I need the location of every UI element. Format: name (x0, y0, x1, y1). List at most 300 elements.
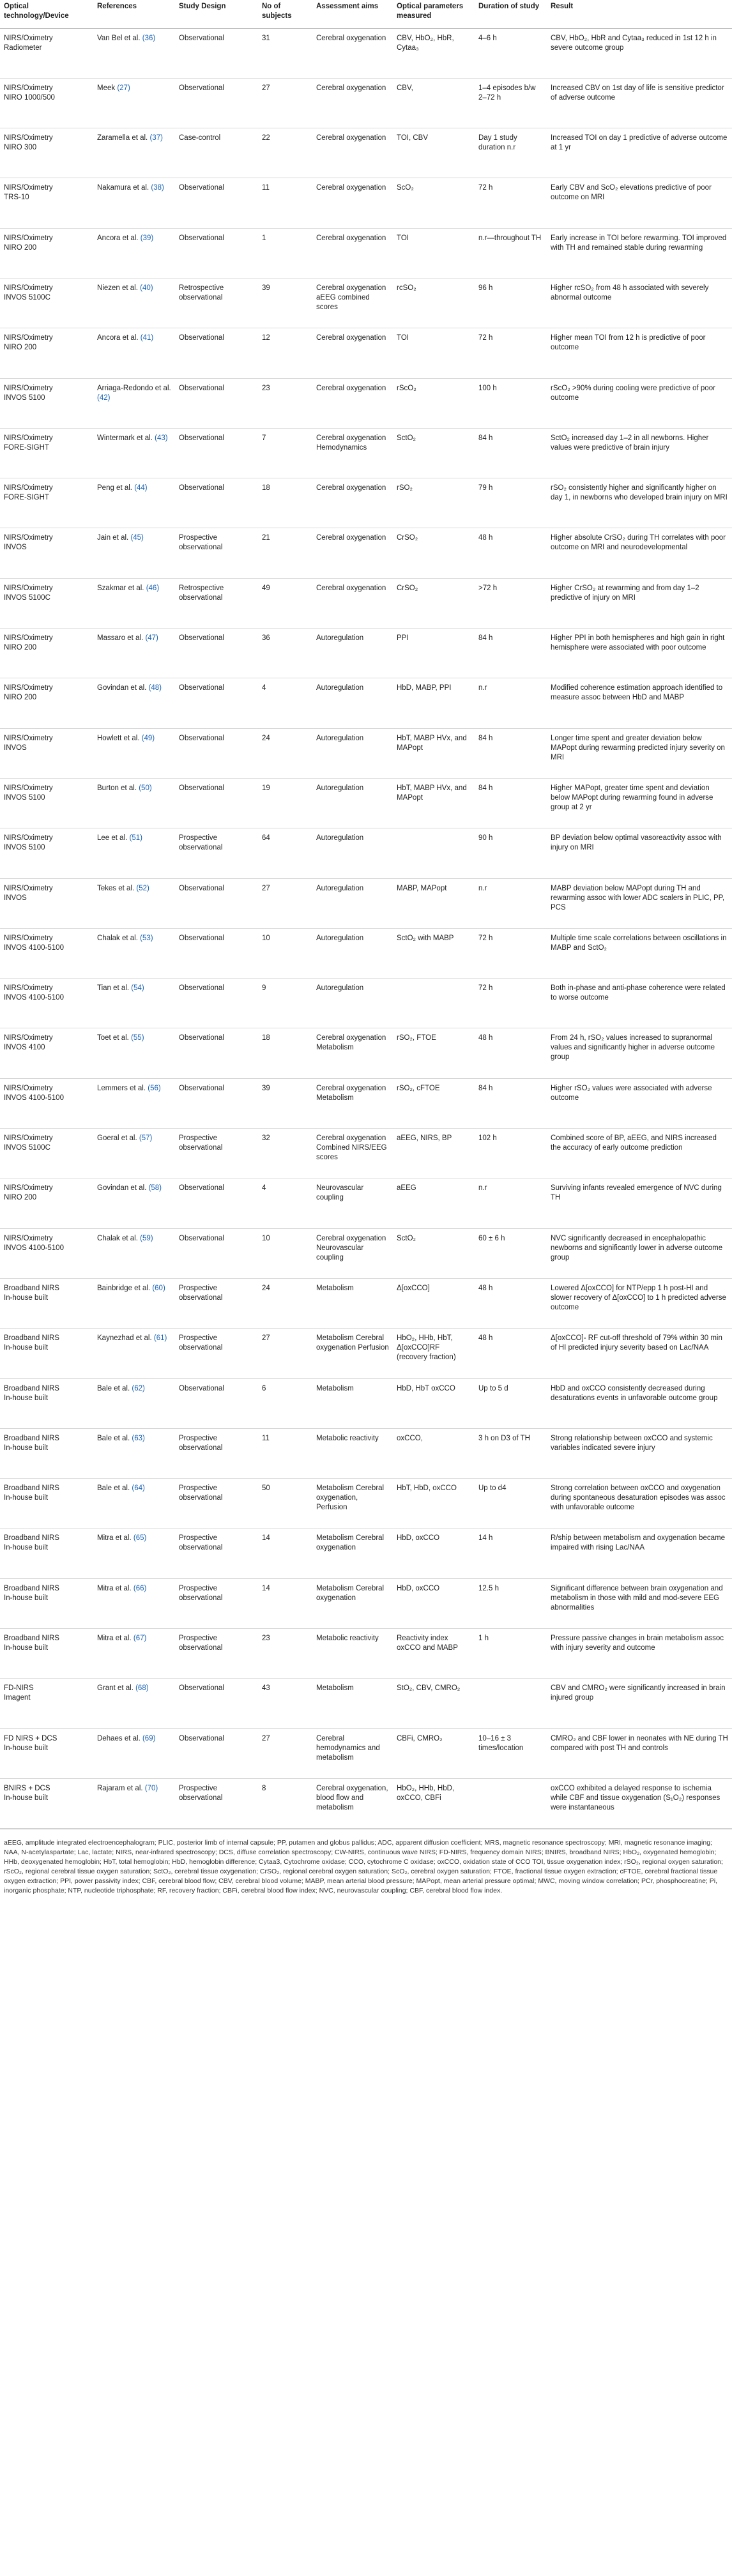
reference-author: Burton et al. (97, 784, 137, 792)
subjects-cell: 23 (258, 378, 312, 428)
assessment-aims-cell: Cerebral oxygenation (312, 228, 393, 278)
study-design-cell: Observational (175, 428, 258, 478)
reference-cell (93, 78, 175, 128)
assessment-aims-cell: Cerebral oxygenation (312, 28, 393, 78)
reference-link[interactable]: (47) (145, 634, 158, 643)
duration-cell: 48 h (475, 1028, 547, 1078)
assessment-aims-cell: Cerebral oxygenation (312, 578, 393, 628)
reference-link[interactable]: (58) (148, 1184, 162, 1193)
reference-author: Zaramella et al. (97, 134, 148, 142)
table-row (0, 1129, 732, 1178)
reference-link[interactable]: (37) (149, 134, 163, 142)
reference-cell (93, 1428, 175, 1478)
table-row (0, 78, 732, 128)
reference-author: Ancora et al. (97, 234, 139, 242)
subjects-cell: 1 (258, 228, 312, 278)
header-optical-parameters: Optical parameters measured (393, 0, 475, 28)
table-row (0, 1629, 732, 1679)
result-cell: Combined score of BP, aEEG, and NIRS increased the accuracy of early outcome prediction (547, 1129, 732, 1178)
table-row (0, 778, 732, 828)
subjects-cell: 11 (258, 1428, 312, 1478)
study-design-cell: Prospective observational (175, 1629, 258, 1679)
assessment-aims-cell: Autoregulation (312, 928, 393, 978)
reference-link[interactable]: (42) (97, 393, 111, 402)
reference-cell (93, 979, 175, 1028)
table-row (0, 1028, 732, 1078)
reference-link[interactable]: (27) (117, 84, 130, 92)
reference-cell (93, 1028, 175, 1078)
reference-cell (93, 478, 175, 528)
table-row (0, 1778, 732, 1828)
table-row (0, 1428, 732, 1478)
duration-cell: 72 h (475, 928, 547, 978)
reference-link[interactable]: (64) (132, 1484, 145, 1493)
reference-cell (93, 828, 175, 878)
assessment-aims-cell: Cerebral oxygenation Metabolism (312, 1078, 393, 1128)
optical-parameters-cell: CBFi, CMRO₂ (393, 1728, 475, 1778)
header-subjects: No of subjects (258, 0, 312, 28)
table-row (0, 728, 732, 778)
duration-cell: Up to 5 d (475, 1378, 547, 1428)
technology-cell: NIRS/Oximetry Radiometer (0, 28, 93, 78)
optical-parameters-cell: TOI, CBV (393, 128, 475, 178)
reference-author: Govindan et al. (97, 684, 147, 692)
reference-cell (93, 278, 175, 328)
technology-cell: FD NIRS + DCS In-house built (0, 1728, 93, 1778)
result-cell: Early increase in TOI before rewarming. TOI improved with TH and remained stable during rewarming (547, 228, 732, 278)
reference-author: Ancora et al. (97, 334, 139, 342)
reference-author: Lemmers et al. (97, 1084, 146, 1092)
result-cell: Higher MAPopt, greater time spent and deviation below MAPopt during rewarming found in adverse group at 2 yr (547, 778, 732, 828)
study-design-cell: Observational (175, 28, 258, 78)
reference-link[interactable]: (43) (155, 434, 168, 442)
duration-cell: 48 h (475, 1278, 547, 1328)
subjects-cell: 39 (258, 278, 312, 328)
reference-author: Jain et al. (97, 534, 129, 542)
study-design-cell: Retrospective observational (175, 578, 258, 628)
assessment-aims-cell: Metabolic reactivity (312, 1629, 393, 1679)
result-cell: CBV and CMRO₂ were significantly increased in brain injured group (547, 1679, 732, 1728)
reference-author: Howlett et al. (97, 734, 140, 742)
reference-cell (93, 328, 175, 378)
reference-author: Mitra et al. (97, 1635, 132, 1642)
technology-cell: NIRS/Oximetry INVOS 5100 (0, 828, 93, 878)
assessment-aims-cell: Metabolism Cerebral oxygenation (312, 1578, 393, 1628)
reference-cell (93, 428, 175, 478)
subjects-cell: 4 (258, 1178, 312, 1228)
reference-link[interactable]: (45) (130, 534, 144, 542)
reference-cell (93, 178, 175, 228)
assessment-aims-cell: Cerebral oxygenation Metabolism (312, 1028, 393, 1078)
table-row (0, 328, 732, 378)
subjects-cell: 18 (258, 478, 312, 528)
result-cell: HbD and oxCCO consistently decreased during desaturations events in unfavorable outcome group (547, 1378, 732, 1428)
assessment-aims-cell: Cerebral oxygenation Neurovascular coupling (312, 1228, 393, 1278)
reference-author: Chalak et al. (97, 1234, 138, 1242)
table-row (0, 578, 732, 628)
assessment-aims-cell: Autoregulation (312, 678, 393, 728)
subjects-cell: 12 (258, 328, 312, 378)
duration-cell: 4–6 h (475, 28, 547, 78)
reference-link[interactable]: (41) (140, 334, 154, 342)
subjects-cell: 49 (258, 578, 312, 628)
optical-parameters-cell: TOI (393, 328, 475, 378)
study-design-cell: Observational (175, 1679, 258, 1728)
table-row (0, 1278, 732, 1328)
optical-parameters-cell: HbO₂, HHb, HbD, oxCCO, CBFi (393, 1778, 475, 1828)
result-cell: Increased TOI on day 1 predictive of adverse outcome at 1 yr (547, 128, 732, 178)
duration-cell: 1 h (475, 1629, 547, 1679)
reference-cell (93, 1629, 175, 1679)
technology-cell: Broadband NIRS In-house built (0, 1479, 93, 1528)
subjects-cell: 36 (258, 629, 312, 678)
technology-cell: NIRS/Oximetry NIRO 300 (0, 128, 93, 178)
optical-parameters-cell: SctO₂ (393, 1228, 475, 1278)
duration-cell: 48 h (475, 1329, 547, 1378)
reference-link[interactable]: (39) (140, 234, 154, 242)
duration-cell: 96 h (475, 278, 547, 328)
optical-parameters-cell: HbD, oxCCO (393, 1528, 475, 1578)
table-row (0, 28, 732, 78)
study-design-cell: Prospective observational (175, 528, 258, 578)
table-header-row (0, 0, 732, 28)
reference-link[interactable]: (62) (132, 1384, 145, 1392)
study-design-cell: Prospective observational (175, 1479, 258, 1528)
subjects-cell: 4 (258, 678, 312, 728)
duration-cell: 60 ± 6 h (475, 1228, 547, 1278)
technology-cell: Broadband NIRS In-house built (0, 1278, 93, 1328)
assessment-aims-cell: Cerebral oxygenation Hemodynamics (312, 428, 393, 478)
technology-cell: Broadband NIRS In-house built (0, 1528, 93, 1578)
table-row (0, 1228, 732, 1278)
duration-cell: 72 h (475, 979, 547, 1028)
subjects-cell: 23 (258, 1629, 312, 1679)
study-design-cell: Retrospective observational (175, 278, 258, 328)
reference-link[interactable]: (56) (148, 1084, 161, 1092)
technology-cell: NIRS/Oximetry INVOS 4100-5100 (0, 1078, 93, 1128)
study-design-cell: Observational (175, 78, 258, 128)
duration-cell: 79 h (475, 478, 547, 528)
subjects-cell: 9 (258, 979, 312, 1028)
result-cell: Early CBV and ScO₂ elevations predictive of poor outcome on MRI (547, 178, 732, 228)
optical-parameters-cell: HbT, HbD, oxCCO (393, 1479, 475, 1528)
optical-parameters-cell: rSO₂, cFTOE (393, 1078, 475, 1128)
reference-link[interactable]: (40) (140, 284, 153, 292)
duration-cell: 72 h (475, 328, 547, 378)
reference-author: Mitra et al. (97, 1584, 132, 1592)
result-cell: R/ship between metabolism and oxygenation became impaired with rising Lac/NAA (547, 1528, 732, 1578)
reference-link[interactable]: (38) (151, 184, 164, 192)
reference-link[interactable]: (36) (142, 34, 156, 42)
reference-author: Nakamura et al. (97, 184, 149, 192)
assessment-aims-cell: Cerebral oxygenation (312, 378, 393, 428)
reference-link[interactable]: (44) (134, 484, 148, 492)
reference-cell (93, 1278, 175, 1328)
reference-cell (93, 1679, 175, 1728)
optical-parameters-cell: Reactivity index oxCCO and MABP (393, 1629, 475, 1679)
study-design-cell: Prospective observational (175, 828, 258, 878)
optical-parameters-cell: rScO₂ (393, 378, 475, 428)
reference-author: Mitra et al. (97, 1534, 132, 1543)
result-cell: Δ[oxCCO]- RF cut-off threshold of 79% within 30 min of HI predicted injury severity based on Lac/NAA (547, 1329, 732, 1378)
technology-cell: Broadband NIRS In-house built (0, 1329, 93, 1378)
assessment-aims-cell: Cerebral oxygenation aEEG combined scores (312, 278, 393, 328)
assessment-aims-cell: Autoregulation (312, 979, 393, 1028)
table-row (0, 528, 732, 578)
reference-cell (93, 1378, 175, 1428)
reference-cell (93, 128, 175, 178)
reference-author: Niezen et al. (97, 284, 138, 292)
result-cell: SctO₂ increased day 1–2 in all newborns. Higher values were predictive of brain injury (547, 428, 732, 478)
technology-cell: Broadband NIRS In-house built (0, 1428, 93, 1478)
reference-cell (93, 1129, 175, 1178)
reference-cell (93, 1228, 175, 1278)
optical-parameters-cell: CBV, (393, 78, 475, 128)
reference-link[interactable]: (46) (146, 584, 160, 592)
table-body (0, 28, 732, 1829)
reference-author: Grant et al. (97, 1684, 133, 1693)
reference-link[interactable]: (61) (153, 1334, 167, 1343)
duration-cell: 84 h (475, 728, 547, 778)
technology-cell: NIRS/Oximetry INVOS 5100C (0, 578, 93, 628)
reference-author: Bale et al. (97, 1484, 130, 1493)
reference-cell (93, 1578, 175, 1628)
subjects-cell: 14 (258, 1528, 312, 1578)
optical-parameters-cell: ScO₂ (393, 178, 475, 228)
study-design-cell: Prospective observational (175, 1528, 258, 1578)
reference-author: Massaro et al. (97, 634, 144, 643)
technology-cell: NIRS/Oximetry INVOS 4100-5100 (0, 979, 93, 1028)
study-design-cell: Observational (175, 678, 258, 728)
reference-author: Toet et al. (97, 1034, 129, 1042)
table-row (0, 228, 732, 278)
assessment-aims-cell: Autoregulation (312, 828, 393, 878)
assessment-aims-cell: Metabolism (312, 1378, 393, 1428)
duration-cell: 48 h (475, 528, 547, 578)
table-row (0, 178, 732, 228)
technology-cell: NIRS/Oximetry INVOS 5100C (0, 1129, 93, 1178)
subjects-cell: 39 (258, 1078, 312, 1128)
assessment-aims-cell: Cerebral oxygenation Combined NIRS/EEG scores (312, 1129, 393, 1178)
table-row (0, 928, 732, 978)
study-design-cell: Observational (175, 1228, 258, 1278)
optical-parameters-cell: rcSO₂ (393, 278, 475, 328)
technology-cell: NIRS/Oximetry INVOS (0, 728, 93, 778)
reference-author: Meek (97, 84, 116, 92)
assessment-aims-cell: Metabolism Cerebral oxygenation (312, 1528, 393, 1578)
reference-link[interactable]: (53) (140, 934, 153, 942)
technology-cell: NIRS/Oximetry NIRO 1000/500 (0, 78, 93, 128)
optical-parameters-cell: HbD, HbT oxCCO (393, 1378, 475, 1428)
reference-author: Wintermark et al. (97, 434, 153, 442)
reference-link[interactable]: (67) (133, 1635, 147, 1642)
reference-author: Bale et al. (97, 1434, 130, 1442)
reference-link[interactable]: (50) (139, 784, 152, 792)
subjects-cell: 21 (258, 528, 312, 578)
reference-link[interactable]: (49) (141, 734, 155, 742)
reference-link[interactable]: (54) (131, 984, 144, 993)
reference-link[interactable]: (65) (133, 1534, 147, 1543)
optical-parameters-cell: oxCCO, (393, 1428, 475, 1478)
subjects-cell: 10 (258, 928, 312, 978)
optical-parameters-cell: HbT, MABP HVx, and MAPopt (393, 728, 475, 778)
duration-cell: 10–16 ± 3 times/location (475, 1728, 547, 1778)
result-cell: oxCCO exhibited a delayed response to ischemia while CBF and tissue oxygenation (S₁O₂) responses were instantaneous (547, 1778, 732, 1828)
technology-cell: NIRS/Oximetry INVOS 4100-5100 (0, 1228, 93, 1278)
assessment-aims-cell: Autoregulation (312, 629, 393, 678)
reference-cell (93, 28, 175, 78)
header-result: Result (547, 0, 732, 28)
study-design-cell: Prospective observational (175, 1428, 258, 1478)
subjects-cell: 31 (258, 28, 312, 78)
table-row (0, 979, 732, 1028)
optical-parameters-cell: HbT, MABP HVx, and MAPopt (393, 778, 475, 828)
duration-cell: >72 h (475, 578, 547, 628)
header-assessment-aims: Assessment aims (312, 0, 393, 28)
optical-parameters-cell: rSO₂, FTOE (393, 1028, 475, 1078)
table-row (0, 1078, 732, 1128)
study-design-cell: Observational (175, 1078, 258, 1128)
reference-author: Tian et al. (97, 984, 130, 993)
duration-cell: 84 h (475, 1078, 547, 1128)
reference-link[interactable]: (63) (132, 1434, 145, 1442)
study-design-cell: Observational (175, 1178, 258, 1228)
result-cell: Longer time spent and greater deviation below MAPopt during rewarming predicted injury severity on MRI (547, 728, 732, 778)
reference-cell (93, 928, 175, 978)
reference-cell (93, 1078, 175, 1128)
optical-parameters-cell: rSO₂ (393, 478, 475, 528)
assessment-aims-cell: Cerebral hemodynamics and metabolism (312, 1728, 393, 1778)
technology-cell: Broadband NIRS In-house built (0, 1578, 93, 1628)
duration-cell: 100 h (475, 378, 547, 428)
reference-link[interactable]: (55) (131, 1034, 144, 1042)
optical-parameters-cell: HbD, oxCCO (393, 1578, 475, 1628)
optical-parameters-cell: SctO₂ (393, 428, 475, 478)
subjects-cell: 11 (258, 178, 312, 228)
table-row (0, 1329, 732, 1378)
reference-cell (93, 1778, 175, 1828)
study-design-cell: Prospective observational (175, 1129, 258, 1178)
study-design-cell: Prospective observational (175, 1278, 258, 1328)
header-technology: Optical technology/Device (0, 0, 93, 28)
result-cell: Increased CBV on 1st day of life is sensitive predictor of adverse outcome (547, 78, 732, 128)
reference-author: Van Bel et al. (97, 34, 141, 42)
table-row (0, 1178, 732, 1228)
reference-link[interactable]: (70) (144, 1784, 158, 1792)
reference-author: Szakmar et al. (97, 584, 144, 592)
reference-author: Bainbridge et al. (97, 1284, 151, 1292)
subjects-cell: 22 (258, 128, 312, 178)
subjects-cell: 64 (258, 828, 312, 878)
optical-parameters-cell: Δ[oxCCO] (393, 1278, 475, 1328)
reference-author: Peng et al. (97, 484, 132, 492)
assessment-aims-cell: Cerebral oxygenation (312, 528, 393, 578)
assessment-aims-cell: Cerebral oxygenation (312, 128, 393, 178)
header-references: References (93, 0, 175, 28)
assessment-aims-cell: Autoregulation (312, 728, 393, 778)
table-row (0, 478, 732, 528)
study-design-cell: Observational (175, 629, 258, 678)
assessment-aims-cell: Cerebral oxygenation (312, 478, 393, 528)
study-design-cell: Observational (175, 478, 258, 528)
technology-cell: NIRS/Oximetry NIRO 200 (0, 629, 93, 678)
assessment-aims-cell: Metabolism Cerebral oxygenation, Perfusion (312, 1479, 393, 1528)
technology-cell: Broadband NIRS In-house built (0, 1629, 93, 1679)
reference-link[interactable]: (60) (152, 1284, 165, 1292)
technology-cell: NIRS/Oximetry NIRO 200 (0, 228, 93, 278)
table-row (0, 278, 732, 328)
reference-link[interactable]: (69) (142, 1734, 156, 1742)
optical-parameters-cell: HbD, MABP, PPI (393, 678, 475, 728)
duration-cell: 102 h (475, 1129, 547, 1178)
table-row (0, 128, 732, 178)
reference-cell (93, 228, 175, 278)
assessment-aims-cell: Cerebral oxygenation (312, 178, 393, 228)
result-cell: CBV, HbO₂, HbR and Cytaa₃ reduced in 1st 12 h in severe outcome group (547, 28, 732, 78)
technology-cell: NIRS/Oximetry INVOS 4100 (0, 1028, 93, 1078)
table-row (0, 1679, 732, 1728)
optical-parameters-cell: aEEG (393, 1178, 475, 1228)
result-cell: From 24 h, rSO₂ values increased to supranormal values and significantly higher in adverse outcome group (547, 1028, 732, 1078)
technology-cell: NIRS/Oximetry FORE-SIGHT (0, 478, 93, 528)
technology-cell: NIRS/Oximetry INVOS 5100 (0, 378, 93, 428)
study-design-cell: Observational (175, 1378, 258, 1428)
study-design-cell: Observational (175, 728, 258, 778)
study-design-cell: Prospective observational (175, 1578, 258, 1628)
result-cell: Higher absolute CrSO₂ during TH correlates with poor outcome on MRI and neurodevelopmental (547, 528, 732, 578)
reference-author: Kaynezhad et al. (97, 1334, 152, 1343)
technology-cell: NIRS/Oximetry NIRO 200 (0, 328, 93, 378)
duration-cell: n.r (475, 1178, 547, 1228)
duration-cell: Day 1 study duration n.r (475, 128, 547, 178)
reference-link[interactable]: (57) (139, 1134, 153, 1143)
optical-parameters-cell: CrSO₂ (393, 578, 475, 628)
duration-cell: 90 h (475, 828, 547, 878)
reference-cell (93, 528, 175, 578)
reference-link[interactable]: (52) (136, 884, 149, 892)
subjects-cell: 19 (258, 778, 312, 828)
optical-parameters-cell: HbO₂, HHb, HbT, Δ[oxCCO]RF (recovery fraction) (393, 1329, 475, 1378)
subjects-cell: 24 (258, 1278, 312, 1328)
subjects-cell: 6 (258, 1378, 312, 1428)
reference-cell (93, 878, 175, 928)
reference-cell (93, 728, 175, 778)
technology-cell: FD-NIRS Imagent (0, 1679, 93, 1728)
duration-cell: 3 h on D3 of TH (475, 1428, 547, 1478)
reference-link[interactable]: (68) (135, 1684, 149, 1693)
reference-cell (93, 1329, 175, 1378)
subjects-cell: 27 (258, 78, 312, 128)
reference-link[interactable]: (66) (133, 1584, 147, 1592)
study-design-cell: Observational (175, 1028, 258, 1078)
result-cell: Multiple time scale correlations between oscillations in MABP and SctO₂ (547, 928, 732, 978)
study-design-cell: Observational (175, 178, 258, 228)
assessment-aims-cell: Metabolism Cerebral oxygenation Perfusion (312, 1329, 393, 1378)
reference-cell (93, 378, 175, 428)
optical-parameters-cell (393, 979, 475, 1028)
reference-link[interactable]: (51) (129, 834, 142, 842)
study-design-cell: Observational (175, 378, 258, 428)
reference-cell (93, 1728, 175, 1778)
subjects-cell: 32 (258, 1129, 312, 1178)
reference-link[interactable]: (48) (148, 684, 162, 692)
study-design-cell: Observational (175, 1728, 258, 1778)
optical-parameters-cell: CBV, HbO₂, HbR, Cytaa₃ (393, 28, 475, 78)
reference-link[interactable]: (59) (140, 1234, 153, 1242)
duration-cell: Up to d4 (475, 1479, 547, 1528)
table-row (0, 1479, 732, 1528)
study-design-cell: Case-control (175, 128, 258, 178)
